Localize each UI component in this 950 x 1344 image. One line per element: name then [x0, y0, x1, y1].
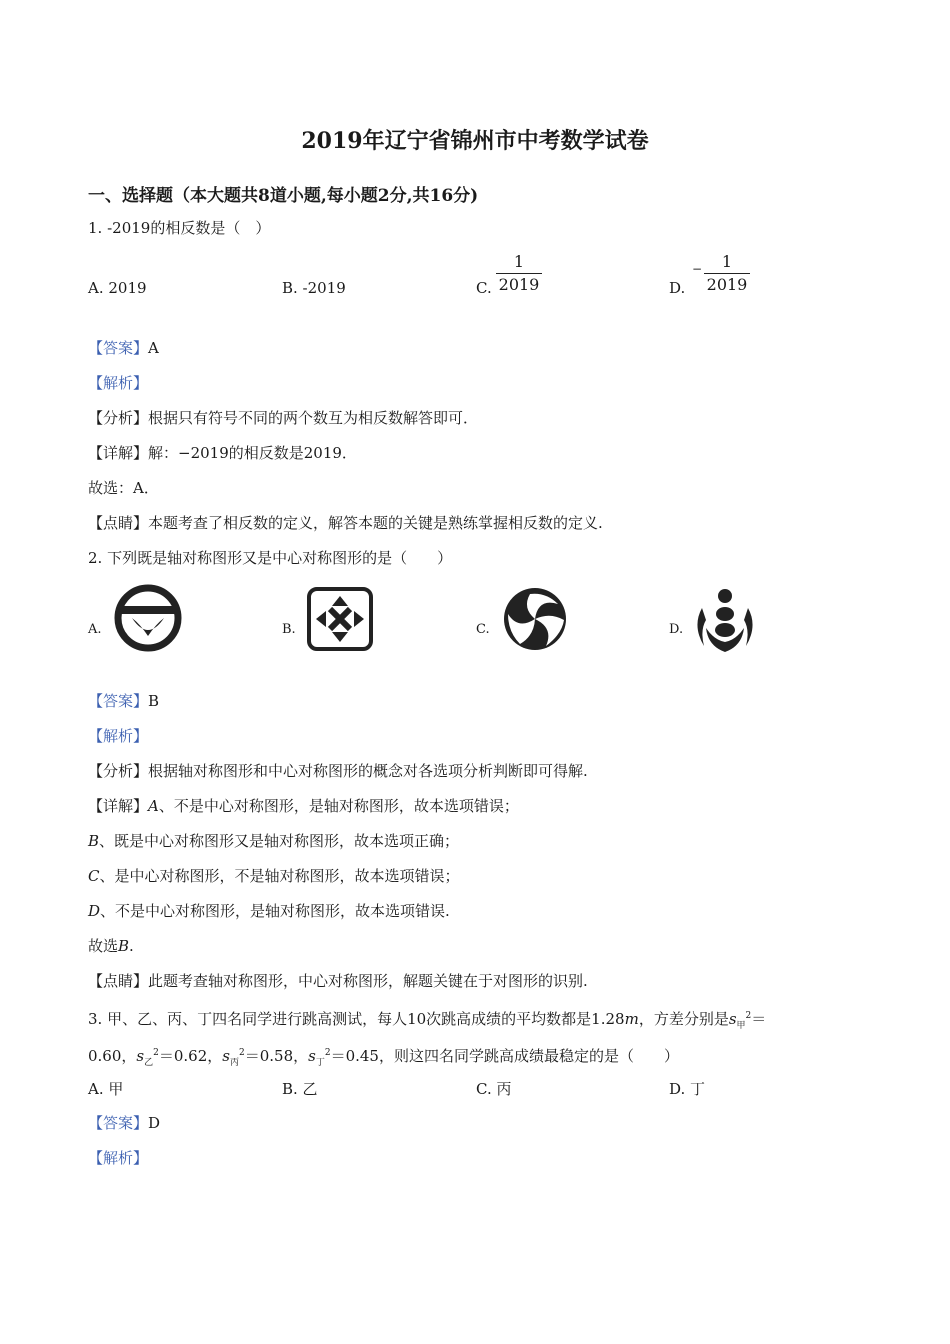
symbol-square-arrows-icon [306, 586, 374, 652]
q1-answer: 【答案】A [88, 339, 159, 357]
q1-option-c-label: C. [476, 279, 492, 297]
q2-xiangjie: 【详解】A、不是中心对称图形，是轴对称图形，故本选项错误； [88, 797, 519, 815]
q2-line-d: D、不是中心对称图形，是轴对称图形，故本选项错误. [88, 902, 450, 920]
fraction-numerator: 1 [721, 252, 733, 271]
fraction-bar [496, 273, 542, 274]
symbol-circle-leaf-icon [112, 584, 184, 652]
fraction-denominator: 2019 [498, 275, 540, 294]
q3-analysis-tag: 【解析】 [88, 1149, 149, 1167]
fraction-bar [704, 273, 750, 274]
q1-xiangjie: 【详解】解：−2019的相反数是2019． [88, 444, 357, 462]
q2-analysis-tag: 【解析】 [88, 727, 149, 745]
q2-label-a: A. [88, 622, 102, 637]
q3-option-d: D. 丁 [669, 1080, 706, 1098]
q2-line-b: B、既是中心对称图形又是轴对称图形，故本选项正确； [88, 832, 460, 850]
symbol-triskelion-icon [500, 586, 570, 652]
q2-label-b: B. [282, 622, 296, 637]
q1-analysis-tag: 【解析】 [88, 374, 149, 392]
page-title: 2019年辽宁省锦州市中考数学试卷 [301, 128, 649, 154]
q2-line-c: C、是中心对称图形，不是轴对称图形，故本选项错误； [88, 867, 460, 885]
fraction-denominator: 2019 [706, 275, 748, 294]
q1-option-d-fraction [704, 252, 750, 295]
q1-option-d-minus: − [692, 262, 703, 276]
q2-guxuan: 故选B. [88, 937, 134, 955]
q3-stem-line1: 3. 甲、乙、丙、丁四名同学进行跳高测试，每人10次跳高成绩的平均数都是1.28m，方差分别是$s_甲^2=$ [88, 1010, 767, 1031]
q2-stem: 2. 下列既是轴对称图形又是中心对称图形的是（ ） [88, 549, 453, 567]
q1-stem: 1. -2019的相反数是（ ） [88, 219, 271, 237]
q1-dianjing: 【点睛】本题考查了相反数的定义，解答本题的关键是熟练掌握相反数的定义. [88, 514, 603, 532]
q3-option-a: A. 甲 [88, 1080, 124, 1098]
q2-answer: 【答案】B [88, 692, 160, 710]
q2-label-c: C. [476, 622, 490, 637]
q1-fenxi: 【分析】根据只有符号不同的两个数互为相反数解答即可． [88, 409, 479, 427]
q3-answer: 【答案】D [88, 1114, 161, 1132]
q3-option-c: C. 丙 [476, 1080, 512, 1098]
q1-option-c-fraction [496, 252, 542, 295]
q1-guxuan: 故选：A． [88, 479, 159, 497]
section-heading: 一、选择题（本大题共8道小题,每小题2分,共16分) [88, 186, 479, 206]
q2-label-d: D. [669, 622, 684, 637]
q1-option-d-label: D. [669, 279, 686, 297]
q1-option-b: B. -2019 [282, 279, 346, 297]
q3-stem-line2: 0.60，$s_乙^2=0.62$，$s_丙^2=0.58$，$s_丁^2=0.45$，则这四名同学跳高成绩最稳定的是（ ） [88, 1047, 679, 1068]
q1-option-a: A. 2019 [88, 279, 147, 297]
q2-dianjing: 【点睛】此题考查轴对称图形，中心对称图形，解题关键在于对图形的识别. [88, 972, 588, 990]
q2-fenxi: 【分析】根据轴对称图形和中心对称图形的概念对各选项分析判断即可得解. [88, 762, 588, 780]
q3-option-b: B. 乙 [282, 1080, 318, 1098]
fraction-numerator: 1 [513, 252, 525, 271]
symbol-flame-icon [692, 586, 758, 656]
